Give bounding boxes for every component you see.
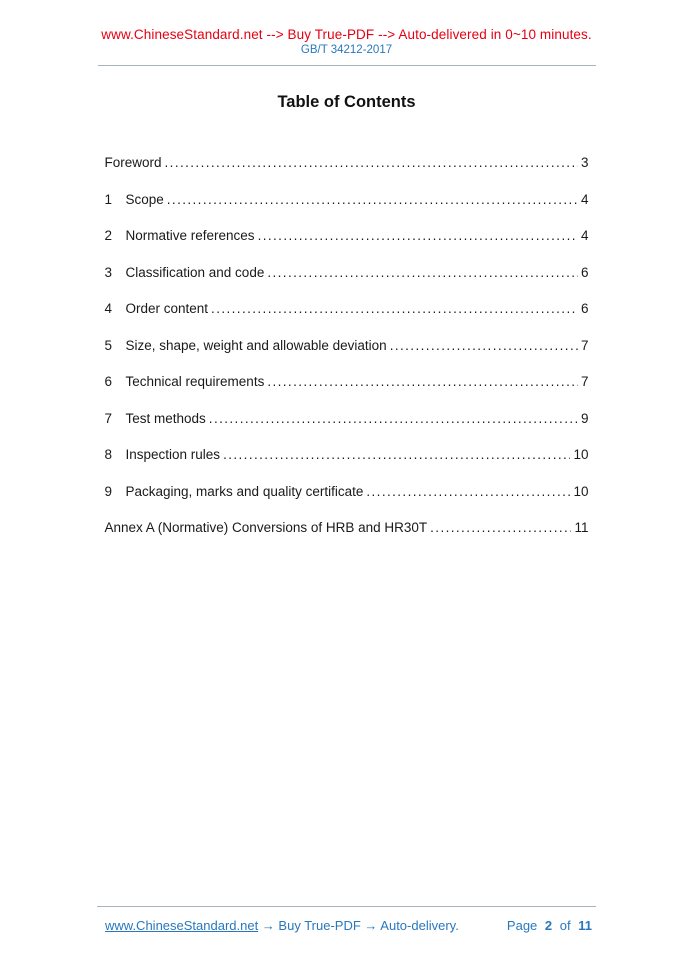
toc-entry-label: Classification and code [125, 264, 265, 280]
toc-dot-leader [223, 447, 570, 463]
toc-entry-test-methods [105, 411, 589, 427]
footer-site-link[interactable]: www.ChineseStandard.net [105, 918, 259, 933]
page-indicator-label: Page [506, 918, 538, 933]
toc-entry-page: 6 [580, 264, 589, 280]
toc-entry-number: 5 [104, 337, 113, 353]
page-footer [97, 906, 596, 933]
toc-dot-leader [267, 374, 578, 390]
toc-entry-page: 7 [580, 374, 589, 389]
toc-dot-leader [430, 520, 571, 536]
toc-entry-size-shape-weight [105, 338, 589, 354]
header-divider [98, 65, 596, 66]
toc-dot-leader [209, 411, 578, 427]
toc-entry-page: 10 [573, 447, 589, 462]
toc-entry-page: 9 [580, 410, 589, 426]
toc-entry-number: 2 [104, 228, 113, 243]
toc-entry-label: Test methods [125, 410, 206, 426]
current-page-number: 2 [544, 918, 553, 933]
toc-entry-order-content [105, 301, 589, 317]
toc-entry-label: Order content [125, 301, 209, 316]
toc-entry-page: 6 [580, 301, 589, 316]
toc-entry-label: Inspection rules [125, 447, 221, 462]
page-title: Table of Contents [277, 93, 416, 111]
standard-code: GB/T 34212-2017 [300, 44, 393, 56]
footer-promo-text: → Buy True-PDF → Auto-delivery. [258, 918, 459, 933]
toc-entry-label: Size, shape, weight and allowable deviation [125, 337, 387, 353]
toc-entry-page: 3 [580, 155, 589, 170]
toc-dot-leader [167, 192, 578, 208]
toc-entry-technical-requirements [105, 374, 589, 390]
footer-promo [97, 918, 459, 933]
toc-entry-page: 7 [580, 337, 589, 353]
toc-entry-inspection-rules [105, 447, 589, 463]
toc-dot-leader [165, 155, 578, 171]
toc-entry-number: 9 [104, 483, 113, 499]
page-indicator [507, 918, 596, 933]
toc-entry-scope [105, 192, 589, 208]
toc-dot-leader [267, 265, 578, 281]
toc-entry-number: 6 [104, 374, 113, 389]
toc-entry-annex-a [105, 520, 589, 536]
toc-entry-page: 10 [573, 483, 589, 499]
toc-entry-label: Packaging, marks and quality certificate [125, 483, 364, 499]
toc-entry-page: 4 [580, 228, 589, 243]
toc-entry-label: Normative references [125, 228, 255, 243]
page-indicator-of: of [559, 918, 571, 933]
toc-entry-label: Technical requirements [125, 374, 265, 389]
table-of-contents [105, 155, 589, 536]
toc-entry-page: 11 [574, 520, 589, 535]
toc-entry-classification-and-code [105, 265, 589, 281]
toc-dot-leader [211, 301, 578, 317]
toc-entry-label: Scope [125, 191, 164, 207]
toc-entry-number: 4 [104, 301, 113, 316]
toc-dot-leader [366, 484, 570, 500]
toc-entry-page: 4 [580, 191, 589, 207]
total-page-number: 11 [578, 918, 592, 933]
toc-entry-number: 8 [104, 447, 113, 462]
toc-dot-leader [390, 338, 578, 354]
toc-entry-packaging-marks [105, 484, 589, 500]
toc-entry-foreword [105, 155, 589, 171]
toc-entry-number: 1 [104, 191, 113, 207]
toc-entry-number: 7 [104, 410, 113, 426]
toc-entry-label: Foreword [104, 155, 162, 170]
toc-dot-leader [258, 228, 578, 244]
toc-entry-number: 3 [104, 264, 113, 280]
toc-entry-normative-references [105, 228, 589, 244]
promo-banner: www.ChineseStandard.net --> Buy True-PDF --> Auto-delivered in 0~10 minutes. [101, 27, 592, 42]
toc-entry-label: Annex A (Normative) Conversions of HRB and HR30T [104, 520, 428, 535]
